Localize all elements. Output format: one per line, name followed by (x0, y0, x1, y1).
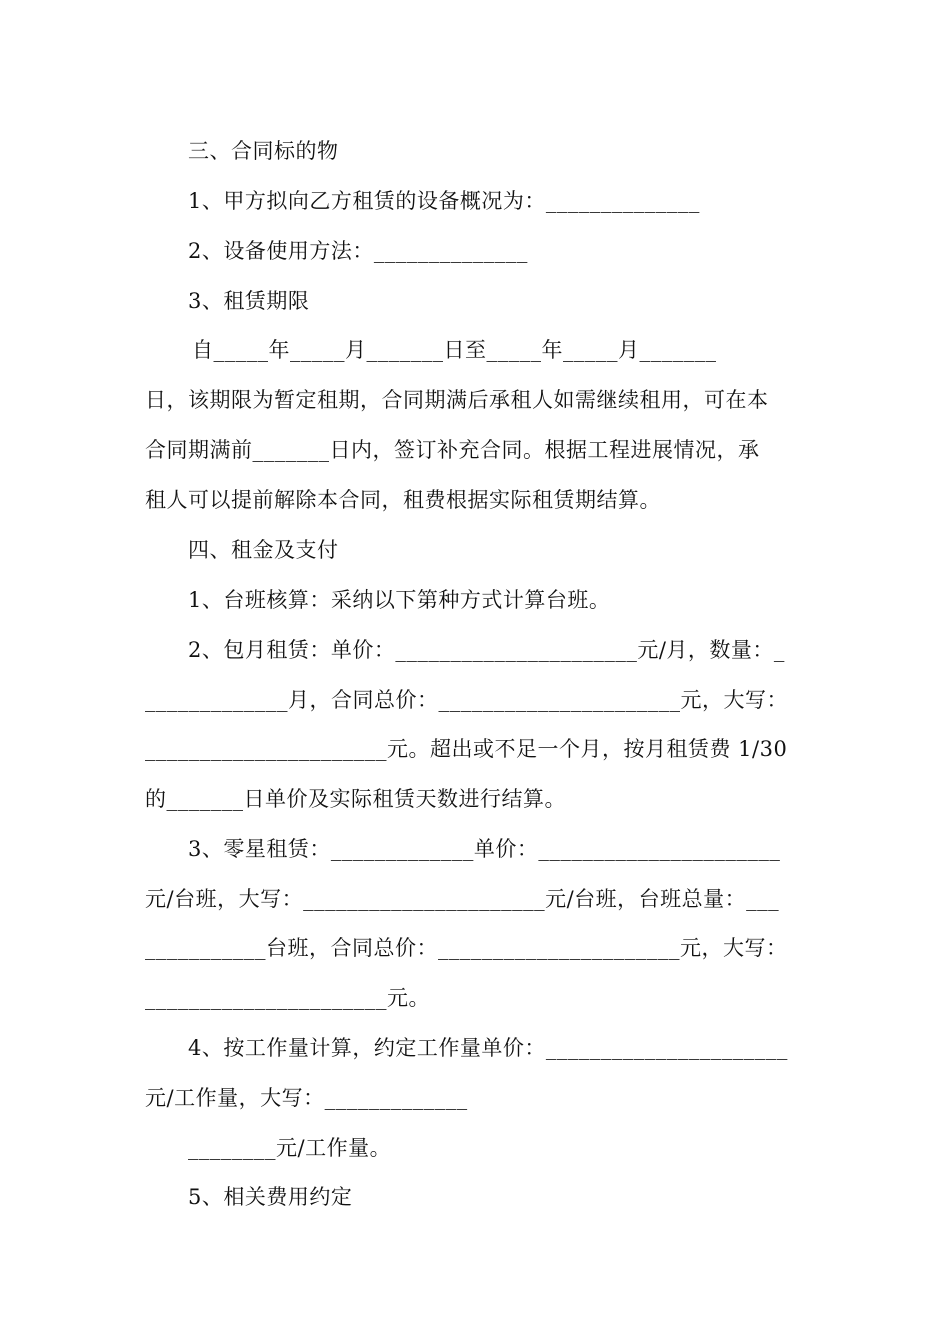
paragraph-occasional-lease-line-3: ___________台班，合同总价：______________________元，大写： (145, 936, 788, 960)
paragraph-lease-term-line-1: 自_____年_____月_______日至_____年_____月_______ (192, 338, 717, 362)
paragraph-monthly-lease-line-1: 2、包月租赁：单价：______________________元/月，数量：_ (188, 638, 785, 662)
paragraph-shift-accounting: 1、台班核算：采纳以下第种方式计算台班。 (188, 588, 611, 612)
paragraph-workload-line-1: 4、按工作量计算，约定工作量单价：______________________ (188, 1036, 788, 1060)
paragraph-equipment-overview: 1、甲方拟向乙方租赁的设备概况为：______________ (188, 189, 700, 213)
paragraph-workload-line-3: ________元/工作量。 (188, 1136, 392, 1160)
paragraph-occasional-lease-line-2: 元/台班，大写：______________________元/台班，台班总量：___ (145, 887, 780, 911)
paragraph-monthly-lease-line-4: 的_______日单价及实际租赁天数进行结算。 (145, 787, 566, 811)
paragraph-occasional-lease-line-4: ______________________元。 (145, 986, 430, 1010)
paragraph-monthly-lease-line-2: _____________月，合同总价：______________________元，大写： (145, 688, 788, 712)
paragraph-lease-term-heading: 3、租赁期限 (188, 289, 310, 313)
paragraph-monthly-lease-line-3: ______________________元。超出或不足一个月，按月租赁费 1/30 (145, 737, 788, 761)
section-heading-rent-payment: 四、租金及支付 (188, 538, 339, 562)
paragraph-workload-line-2: 元/工作量，大写：_____________ (145, 1086, 468, 1110)
paragraph-related-fees: 5、相关费用约定 (188, 1185, 353, 1209)
section-heading-contract-subject: 三、合同标的物 (188, 139, 339, 163)
paragraph-lease-term-line-4: 租人可以提前解除本合同，租费根据实际租赁期结算。 (145, 488, 661, 512)
paragraph-lease-term-line-2: 日，该期限为暂定租期，合同期满后承租人如需继续租用，可在本 (145, 388, 769, 412)
paragraph-lease-term-line-3: 合同期满前_______日内，签订补充合同。根据工程进展情况，承 (145, 438, 760, 462)
paragraph-equipment-usage: 2、设备使用方法：______________ (188, 239, 528, 263)
paragraph-occasional-lease-line-1: 3、零星租赁：_____________单价：______________________ (188, 837, 781, 861)
